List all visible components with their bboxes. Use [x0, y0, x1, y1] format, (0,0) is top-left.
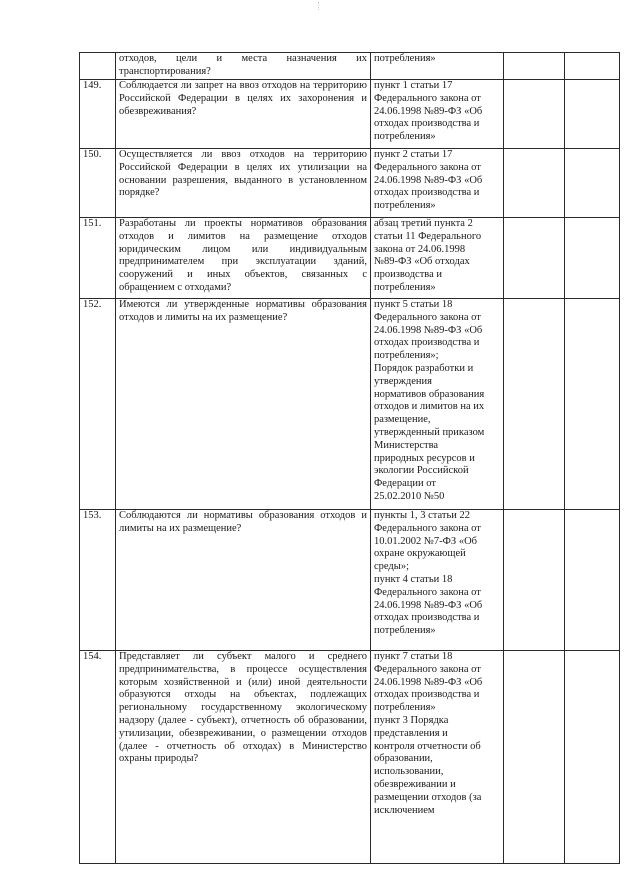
legal-reference: потребления»: [371, 53, 504, 80]
note-cell[interactable]: [565, 53, 620, 80]
page-top-marker: [318, 2, 320, 10]
answer-cell[interactable]: [504, 149, 565, 218]
legal-reference: пункт 5 статьи 18 Федерального закона от 24.06.1998 №89-ФЗ «Об отходах производства и потребления»; Порядок разработки и утверждения нормативов образования отходов и лимитов на их размещение, утвержденный приказом Министерства природных ресурсов и экологии Российской Федерации от 25.02.2010 №50: [371, 299, 504, 510]
row-number: 151.: [80, 218, 116, 299]
table-row: [80, 299, 620, 510]
note-cell[interactable]: [565, 149, 620, 218]
question-text: Имеются ли утвержденные нормативы образования отходов и лимиты на их размещение?: [116, 299, 371, 510]
question-text: Разработаны ли проекты нормативов образования отходов и лимитов на размещение отходов юридическим лицом или индивидуальным предпринимателем при эксплуатации зданий, сооружений и иных объектов, связанных с обращением с отходами?: [116, 218, 371, 299]
table-row: [80, 510, 620, 651]
note-cell[interactable]: [565, 80, 620, 149]
legal-reference: пункт 1 статьи 17 Федерального закона от 24.06.1998 №89-ФЗ «Об отходах производства и потребления»: [371, 80, 504, 149]
row-number: 154.: [80, 651, 116, 864]
table-row: [80, 149, 620, 218]
table-row: [80, 53, 620, 80]
note-cell[interactable]: [565, 651, 620, 864]
answer-cell[interactable]: [504, 299, 565, 510]
note-cell[interactable]: [565, 218, 620, 299]
table-row: [80, 80, 620, 149]
row-number: 153.: [80, 510, 116, 651]
answer-cell[interactable]: [504, 510, 565, 651]
table-row: [80, 218, 620, 299]
answer-cell[interactable]: [504, 80, 565, 149]
question-text: Представляет ли субъект малого и среднего предпринимательства, в процессе осуществления которым хозяйственной и (или) иной деятельности образуются отходы на объектах, подлежащих региональному государственному экологическому надзору (далее - субъект), отчетность об образовании, утилизации, обезвреживании, о размещении отходов (далее - отчетность об отходах) в Министерство охраны природы?: [116, 651, 371, 864]
question-text: Соблюдается ли запрет на ввоз отходов на территорию Российской Федерации в целях их захоронения и обезвреживания?: [116, 80, 371, 149]
row-number: 150.: [80, 149, 116, 218]
answer-cell[interactable]: [504, 53, 565, 80]
legal-reference: пункты 1, 3 статьи 22 Федерального закона от 10.01.2002 №7-ФЗ «Об охране окружающей среды»; пункт 4 статьи 18 Федерального закона от 24.06.1998 №89-ФЗ «Об отходах производства и потребления»: [371, 510, 504, 651]
table-row: [80, 651, 620, 864]
answer-cell[interactable]: [504, 218, 565, 299]
note-cell[interactable]: [565, 510, 620, 651]
legal-reference: абзац третий пункта 2 статьи 11 Федерального закона от 24.06.1998 №89-ФЗ «Об отходах производства и потребления»: [371, 218, 504, 299]
row-number: 149.: [80, 80, 116, 149]
row-number: [80, 53, 116, 80]
row-number: 152.: [80, 299, 116, 510]
requirements-table: [79, 52, 620, 864]
question-text: Соблюдаются ли нормативы образования отходов и лимиты на их размещение?: [116, 510, 371, 651]
note-cell[interactable]: [565, 299, 620, 510]
question-text: Осуществляется ли ввоз отходов на территорию Российской Федерации в целях их утилизации на основании разрешения, выданного в установленном порядке?: [116, 149, 371, 218]
legal-reference: пункт 7 статьи 18 Федерального закона от 24.06.1998 №89-ФЗ «Об отходах производства и потребления» пункт 3 Порядка представления и контроля отчетности об образовании, использовании, обезвреживании и размещении отходов (за исключением: [371, 651, 504, 864]
question-text: отходов, цели и места назначения их транспортирования?: [116, 53, 371, 80]
legal-reference: пункт 2 статьи 17 Федерального закона от 24.06.1998 №89-ФЗ «Об отходах производства и потребления»: [371, 149, 504, 218]
answer-cell[interactable]: [504, 651, 565, 864]
